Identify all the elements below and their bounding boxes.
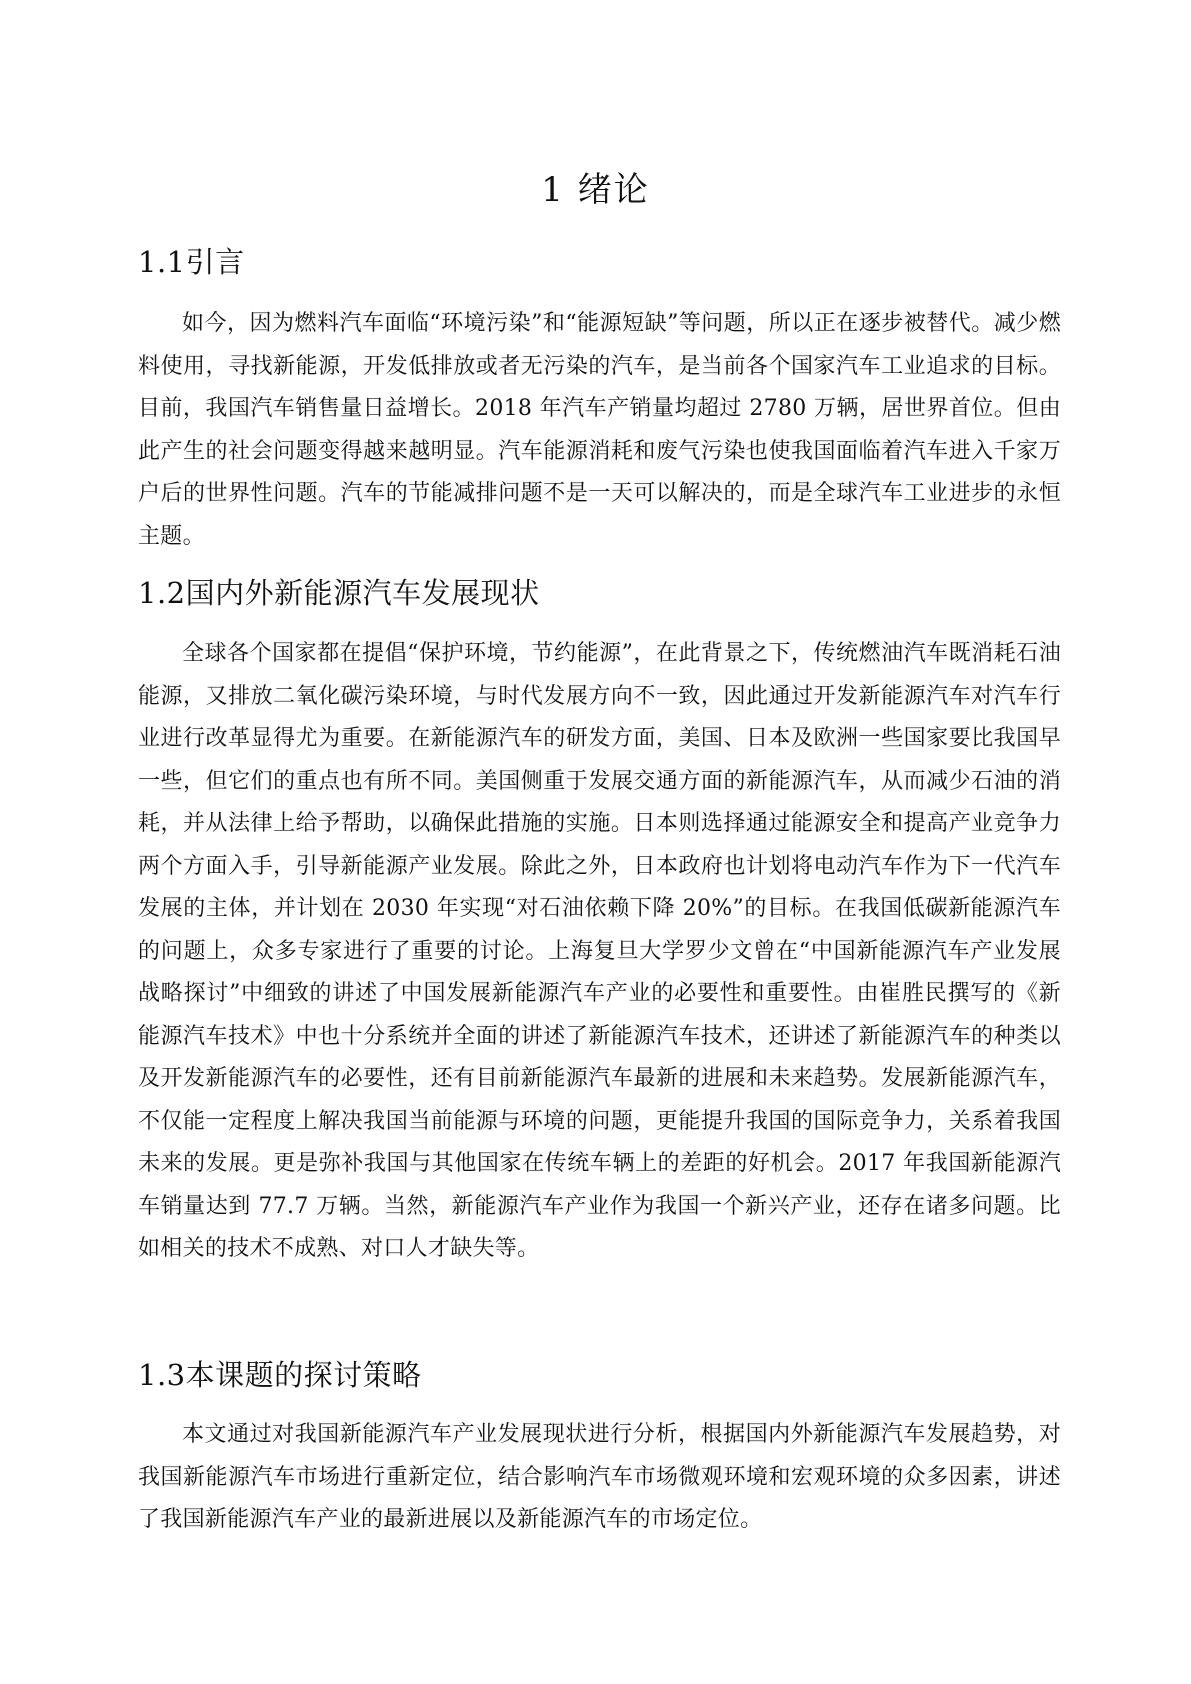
section-heading-research-strategy: 1.3本课题的探讨策略 — [138, 1358, 422, 1392]
section-heading-introduction: 1.1引言 — [138, 245, 245, 279]
section-paragraph-introduction: 如今，因为燃料汽车面临“环境污染”和“能源短缺”等问题，所以正在逐步被替代。减少燃料使用，寻找新能源，开发低排放或者无污染的汽车，是当前各个国家汽车工业追求的目标。目前，我国汽车销售量日益增长。2018 年汽车产销量均超过 2780 万辆，居世界首位。但由此产生的社会问题变得越来越明显。汽车能源消耗和废气污染也使我国面临着汽车进入千家万户后的世界性问题。汽车的节能减排问题不是一天可以解决的，而是全球汽车工业进步的永恒主题。 — [138, 311, 1061, 549]
section-paragraph-current-status: 全球各个国家都在提倡“保护环境，节约能源”，在此背景之下，传统燃油汽车既消耗石油能源，又排放二氧化碳污染环境，与时代发展方向不一致，因此通过开发新能源汽车对汽车行业进行改革显得尤为重要。在新能源汽车的研发方面，美国、日本及欧洲一些国家要比我国早一些，但它们的重点也有所不同。美国侧重于发展交通方面的新能源汽车，从而减少石油的消耗，并从法律上给予帮助，以确保此措施的实施。日本则选择通过能源安全和提高产业竞争力两个方面入手，引导新能源产业发展。除此之外，日本政府也计划将电动汽车作为下一代汽车发展的主体，并计划在 2030 年实现“对石油依赖下降 20%”的目标。在我国低碳新能源汽车的问题上，众多专家进行了重要的讨论。上海复旦大学罗少文曾在“中国新能源汽车产业发展战略探讨”中细致的讲述了中国发展新能源汽车产业的必要性和重要性。由崔胜民撰写的《新能源汽车技术》中也十分系统并全面的讲述了新能源汽车技术，还讲述了新能源汽车的种类以及开发新能源汽车的必要性，还有目前新能源汽车最新的进展和未来趋势。发展新能源汽车，不仅能一定程度上解决我国当前能源与环境的问题，更能提升我国的国际竞争力，关系着我国未来的发展。更是弥补我国与其他国家在传统车辆上的差距的好机会。2017 年我国新能源汽车销量达到 77.7 万辆。当然，新能源汽车产业作为我国一个新兴产业，还存在诸多问题。比如相关的技术不成熟、对口人才缺失等。 — [138, 641, 1061, 1261]
section-heading-current-status: 1.2国内外新能源汽车发展现状 — [138, 576, 540, 610]
section-paragraph-research-strategy: 本文通过对我国新能源汽车产业发展现状进行分析，根据国内外新能源汽车发展趋势，对我国新能源汽车市场进行重新定位，结合影响汽车市场微观环境和宏观环境的众多因素，讲述了我国新能源汽车产业的最新进展以及新能源汽车的市场定位。 — [138, 1422, 1061, 1532]
chapter-title: 1 绪论 — [541, 170, 650, 210]
